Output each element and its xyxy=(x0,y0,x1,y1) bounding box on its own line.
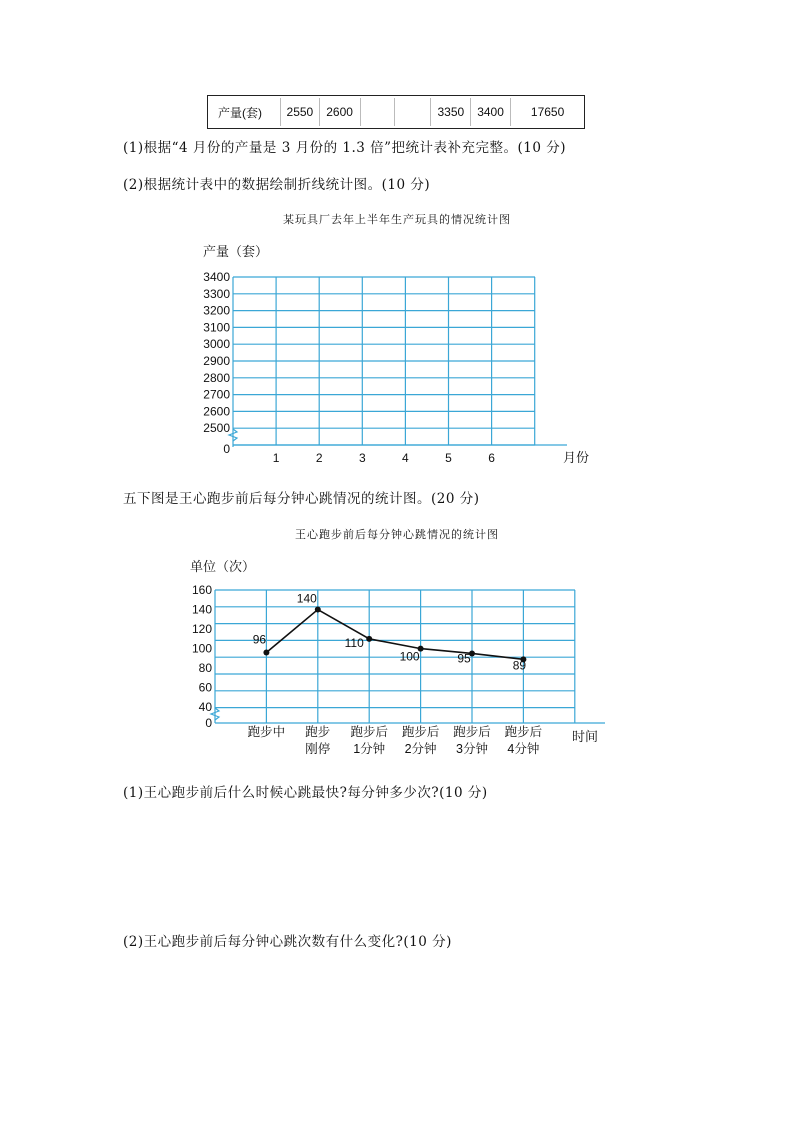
chart2-data-label: 110 xyxy=(344,635,364,650)
chart2-x-tick-label: 跑步后 xyxy=(504,725,543,739)
chart2-x-axis-label: 时间 xyxy=(572,729,599,744)
chart2-x-tick-label: 跑步中 xyxy=(247,725,286,739)
chart2-x-tick-label: 刚停 xyxy=(305,742,331,756)
chart1-x-axis-label: 月份 xyxy=(563,450,590,465)
chart2-y-tick-label: 140 xyxy=(191,602,212,617)
table-cell: 3350 xyxy=(431,98,471,126)
chart2-y-tick-label: 40 xyxy=(198,700,212,715)
chart2-x-tick-label: 跑步后 xyxy=(401,725,440,739)
table-cell: 2600 xyxy=(320,98,361,126)
chart2-data-point xyxy=(315,607,321,613)
chart1-title: 某玩具厂去年上半年生产玩具的情况统计图 xyxy=(283,213,511,226)
question-5-1: (1)王心跑步前后什么时候心跳最快?每分钟多少次?(10 分) xyxy=(123,785,488,801)
question-4-1: (1)根据“4 月份的产量是 3 月份的 1.3 倍”把统计表补充完整。(10 分) xyxy=(123,140,567,156)
chart2-y-tick-label: 0 xyxy=(205,716,212,730)
question-5-2: (2)王心跑步前后每分钟心跳次数有什么变化?(10 分) xyxy=(123,934,452,950)
chart1-y-tick-label: 3400 xyxy=(203,270,230,284)
chart1-x-tick-label: 1 xyxy=(272,451,280,465)
chart1-y-tick-label: 2700 xyxy=(203,387,230,402)
table-header-cell: 产量(套) xyxy=(218,105,262,120)
chart2-data-label: 89 xyxy=(512,658,527,673)
chart2-y-axis-label: 单位（次） xyxy=(190,559,256,574)
chart1-y-tick-label: 3000 xyxy=(203,337,230,352)
chart2-y-tick-label: 160 xyxy=(191,583,212,597)
chart2-x-tick-label: 1分钟 xyxy=(353,742,386,756)
table-cell: 17650 xyxy=(510,98,584,126)
chart2-data-label: 96 xyxy=(252,632,267,647)
chart1-y-tick-label: 2600 xyxy=(203,404,230,419)
chart1-x-tick-label: 4 xyxy=(402,451,409,465)
chart2-y-tick-label: 100 xyxy=(191,641,212,656)
chart2-data-label: 100 xyxy=(399,649,420,664)
chart1-y-tick-label: 3100 xyxy=(203,320,230,335)
chart1-x-tick-label: 3 xyxy=(358,451,366,465)
chart2-data-point xyxy=(263,650,269,656)
chart1-y-axis-label: 产量（套） xyxy=(203,244,269,259)
chart2-x-tick-label: 4分钟 xyxy=(507,742,540,756)
chart2-y-tick-label: 60 xyxy=(198,680,212,695)
chart1-y-tick-label: 3200 xyxy=(203,303,230,318)
chart1-x-tick-label: 2 xyxy=(315,451,323,465)
chart1-y-tick-label: 2900 xyxy=(203,354,230,368)
table-cell: 3400 xyxy=(471,98,511,126)
section5-intro: 五下图是王心跑步前后每分钟心跳情况的统计图。(20 分) xyxy=(123,491,480,507)
chart1-y-tick-label: 0 xyxy=(223,442,230,456)
chart1-x-tick-label: 6 xyxy=(488,451,495,465)
table-cell: 2550 xyxy=(280,98,320,126)
chart2-x-tick-label: 跑步 xyxy=(305,725,331,739)
chart1-y-tick-label: 2800 xyxy=(203,370,230,385)
question-4-2: (2)根据统计表中的数据绘制折线统计图。(10 分) xyxy=(123,177,431,193)
chart2-x-tick-label: 跑步后 xyxy=(350,725,388,739)
chart1-y-tick-label: 3300 xyxy=(203,286,230,301)
chart2-y-tick-label: 80 xyxy=(198,661,212,676)
chart2-data-label: 140 xyxy=(296,591,317,606)
chart1-y-tick-label: 2500 xyxy=(203,421,230,436)
chart2-y-tick-label: 120 xyxy=(191,622,212,637)
chart2-series-line xyxy=(266,610,523,660)
chart2-data-label: 95 xyxy=(457,651,471,666)
chart2-x-tick-label: 跑步后 xyxy=(453,725,491,739)
chart2-title: 王心跑步前后每分钟心跳情况的统计图 xyxy=(295,528,499,541)
chart1-x-tick-label: 5 xyxy=(445,451,452,465)
chart2-x-tick-label: 2分钟 xyxy=(404,742,437,756)
chart2-data-point xyxy=(366,636,372,642)
chart2-x-tick-label: 3分钟 xyxy=(456,742,488,756)
